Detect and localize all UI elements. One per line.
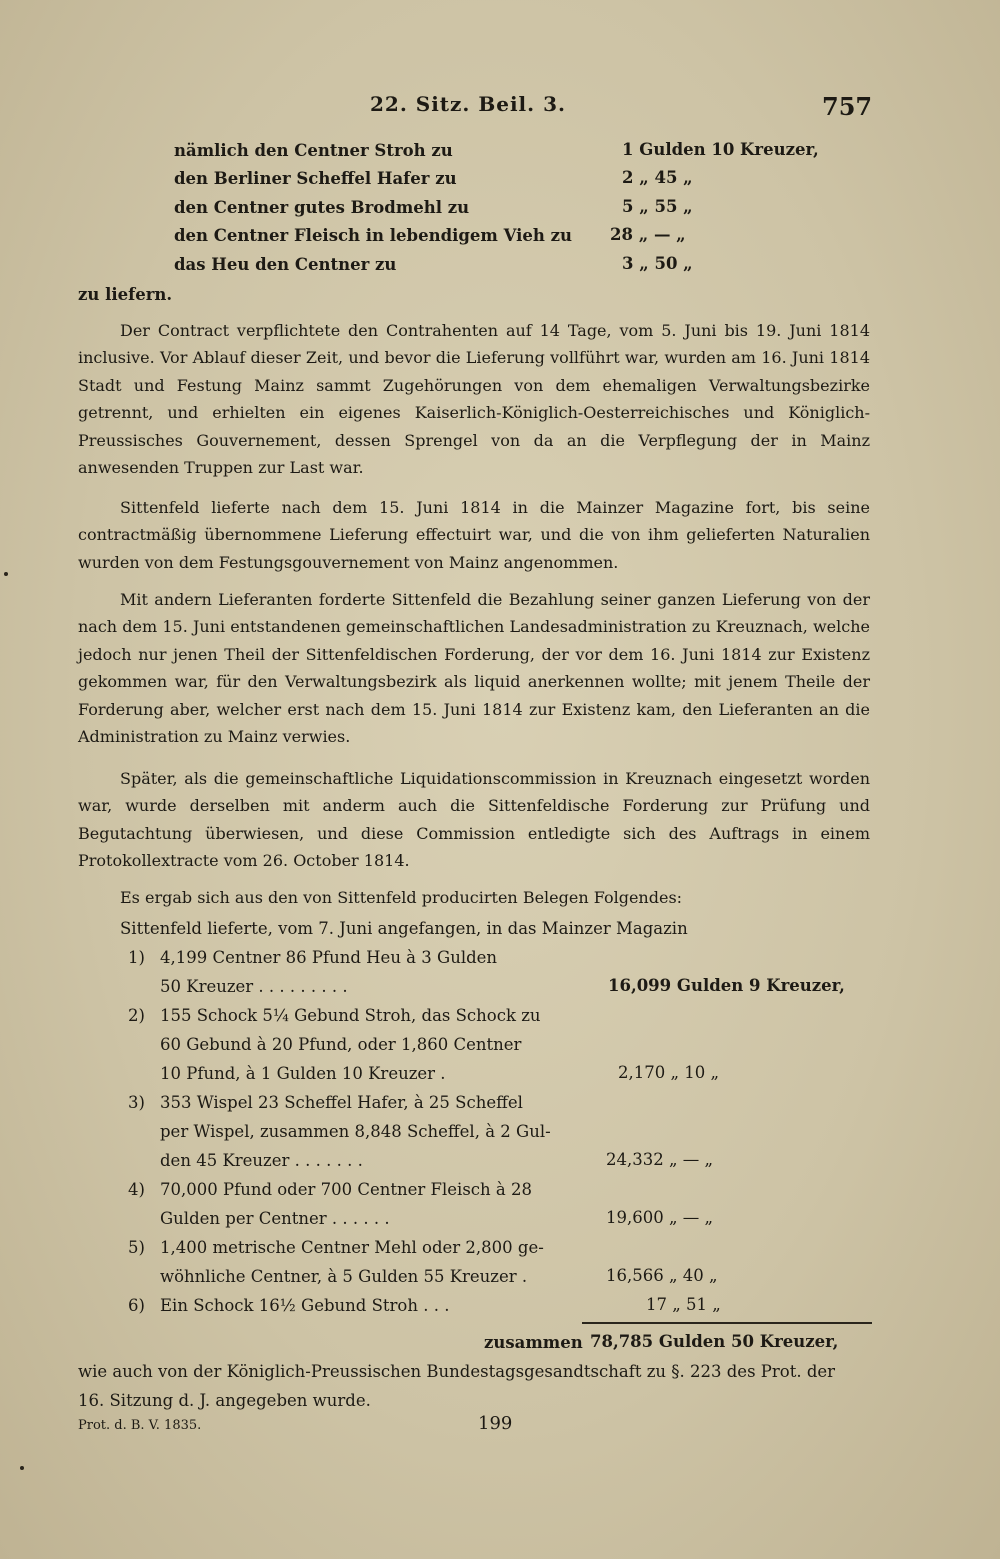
price-list-tail: zu liefern.	[78, 285, 173, 304]
item-amount: 16,566 „ 40 „	[606, 1266, 718, 1285]
item-line: Ein Schock 16½ Gebund Stroh . . .	[160, 1296, 450, 1315]
closing-line: wie auch von der Königlich-Preussischen Bundestagsgesandtschaft zu §. 223 des Prot. der	[78, 1362, 836, 1381]
item-amount: 17 „ 51 „	[646, 1295, 721, 1314]
item-line: per Wispel, zusammen 8,848 Scheffel, à 2 Gul-	[160, 1122, 551, 1141]
item-amount: 24,332 „ — „	[606, 1150, 714, 1169]
item-line: 70,000 Pfund oder 700 Centner Fleisch à 28	[160, 1180, 532, 1199]
paragraph-commission: Später, als die gemeinschaftliche Liquidationscommission in Kreuznach eingesetzt worden war, wurde derselben mit anderm auch die Sittenfeldische Forderung zur Prüfung und Begutachtung überwiesen, und diese Commission entledigte sich des Auftrags in einem Protokollextracte vom 26. October 1814.	[78, 769, 870, 871]
paragraph-delivery: Sittenfeld lieferte nach dem 15. Juni 1814 in die Mainzer Magazine fort, bis seine contractmäßig übernommene Lieferung effectuirt war, und die von ihm gelieferten Naturalien wurden von dem Festungsgouvernement von Mainz angenommen.	[78, 498, 870, 572]
price-value: 5 „ 55 „	[622, 197, 693, 216]
list-intro: Sittenfeld lieferte, vom 7. Juni angefangen, in das Mainzer Magazin	[120, 919, 688, 938]
price-label: den Berliner Scheffel Hafer zu	[174, 169, 457, 188]
item-number: 3)	[128, 1093, 145, 1112]
item-line: 1,400 metrische Centner Mehl oder 2,800 ge-	[160, 1238, 544, 1257]
item-number: 6)	[128, 1296, 145, 1315]
print-speck	[4, 572, 8, 576]
item-line: 50 Kreuzer . . . . . . . . .	[160, 977, 348, 996]
price-value: 3 „ 50 „	[622, 254, 693, 273]
page-number: 757	[822, 92, 873, 121]
item-amount: 19,600 „ — „	[606, 1208, 714, 1227]
running-header: 22. Sitz. Beil. 3.	[370, 92, 566, 116]
paragraph-result: Es ergab sich aus den von Sittenfeld producirten Belegen Folgendes:	[120, 888, 683, 907]
item-amount: 16,099 Gulden 9 Kreuzer,	[608, 976, 845, 995]
item-line: den 45 Kreuzer . . . . . . .	[160, 1151, 363, 1170]
item-number: 2)	[128, 1006, 145, 1025]
price-label: den Centner Fleisch in lebendigem Vieh zu	[174, 226, 573, 245]
item-amount: 2,170 „ 10 „	[618, 1063, 720, 1082]
item-line: wöhnliche Centner, à 5 Gulden 55 Kreuzer .	[160, 1267, 528, 1286]
price-label: den Centner gutes Brodmehl zu	[174, 198, 470, 217]
price-value: 28 „ — „	[610, 225, 686, 244]
paragraph-contract: Der Contract verpflichtete den Contrahenten auf 14 Tage, vom 5. Juni bis 19. Juni 1814 inclusive. Vor Ablauf dieser Zeit, und bevor die Lieferung vollführt war, wurden am 16. Juni 1814 Stadt und Festung Mainz sammt Zugehörungen von dem ehemaligen Verwaltungsbezirke getrennt, und erhielten ein eigenes Kaiserlich-Königlich-Oesterreichisches und Königlich-Preussisches Gouvernement, dessen Sprengel von da an die Verpflegung der in Mainz anwesenden Truppen zur Last war.	[78, 321, 870, 478]
item-number: 5)	[128, 1238, 145, 1257]
total-amount: 78,785 Gulden 50 Kreuzer,	[590, 1332, 839, 1351]
item-line: 155 Schock 5¼ Gebund Stroh, das Schock zu	[160, 1006, 541, 1025]
item-line: Gulden per Centner . . . . . .	[160, 1209, 390, 1228]
total-label: zusammen	[484, 1333, 583, 1352]
paragraph-claim: Mit andern Lieferanten forderte Sittenfeld die Bezahlung seiner ganzen Lieferung von der nach dem 15. Juni entstandenen gemeinschaftlichen Landesadministration zu Kreuznach, welche jedoch nur jenen Theil der Sittenfeldischen Forderung, der vor dem 16. Juni 1814 zur Existenz gekommen war, für den Verwaltungsbezirk als liquid anerkennen wollte; mit jenem Theile der Forderung aber, welcher erst nach dem 15. Juni 1814 zur Existenz kam, den Lieferanten an die Administration zu Mainz verwies.	[78, 590, 870, 747]
item-line: 60 Gebund à 20 Pfund, oder 1,860 Centner	[160, 1035, 522, 1054]
closing-line: 16. Sitzung d. J. angegeben wurde.	[78, 1391, 371, 1410]
sheet-signature: 199	[478, 1413, 513, 1434]
footer-reference: Prot. d. B. V. 1835.	[78, 1418, 202, 1433]
print-speck	[20, 1466, 24, 1470]
price-label: das Heu den Centner zu	[174, 255, 397, 274]
item-line: 4,199 Centner 86 Pfund Heu à 3 Gulden	[160, 948, 498, 967]
price-label: nämlich den Centner Stroh zu	[174, 141, 453, 160]
item-line: 10 Pfund, à 1 Gulden 10 Kreuzer .	[160, 1064, 446, 1083]
sum-rule	[582, 1322, 872, 1324]
item-number: 4)	[128, 1180, 145, 1199]
price-value: 2 „ 45 „	[622, 168, 693, 187]
price-value: 1 Gulden 10 Kreuzer,	[622, 140, 819, 159]
item-line: 353 Wispel 23 Scheffel Hafer, à 25 Scheffel	[160, 1093, 523, 1112]
item-number: 1)	[128, 948, 145, 967]
